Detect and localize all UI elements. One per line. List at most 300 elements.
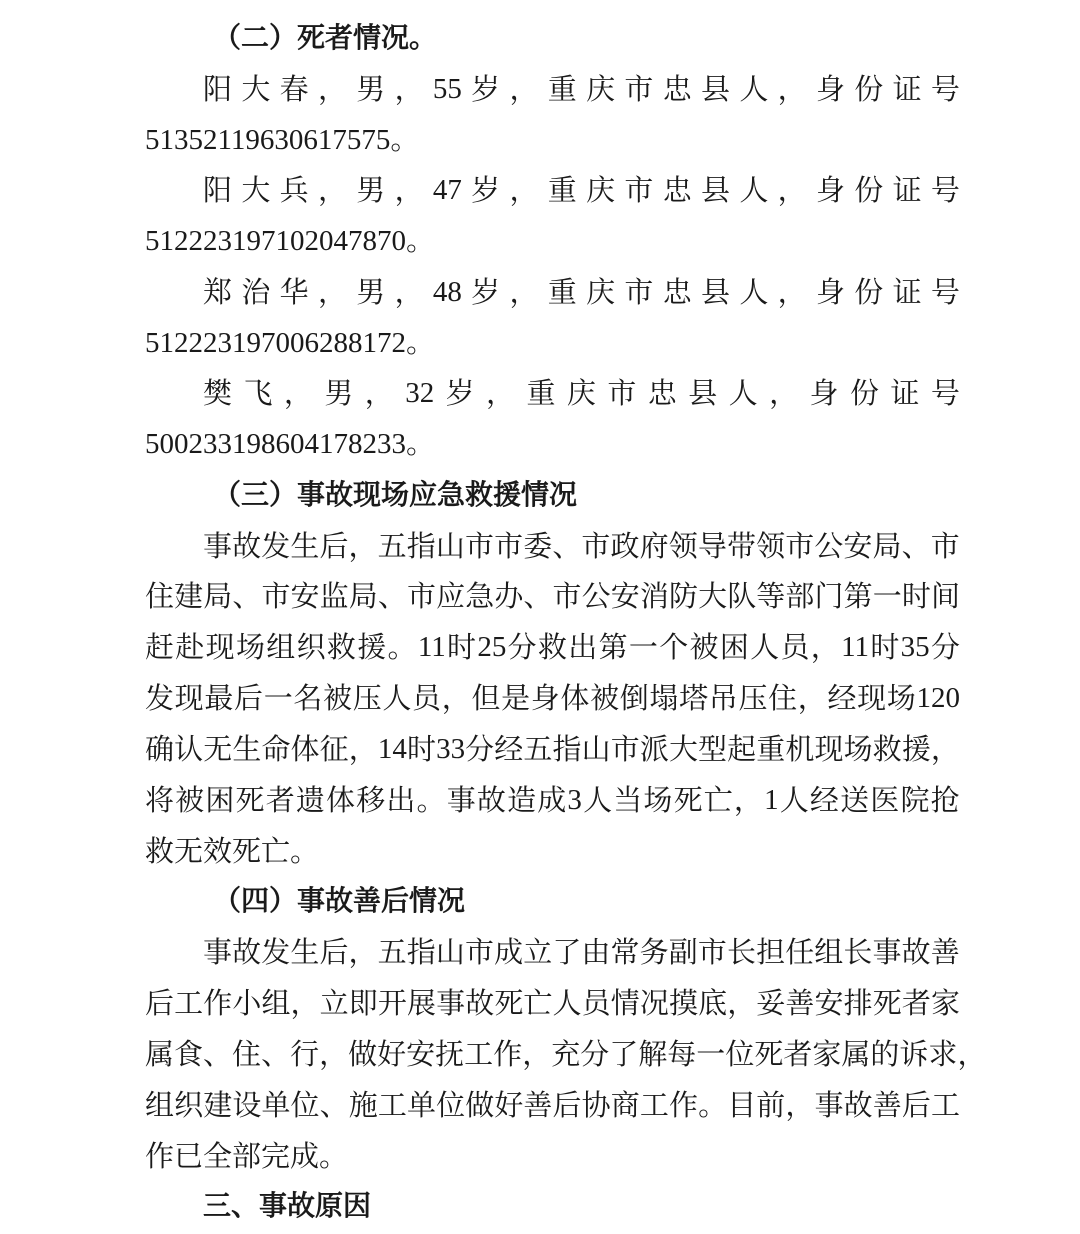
text-token: 后 xyxy=(145,986,175,1020)
text-token: 立 xyxy=(523,935,553,969)
text-token: 带 xyxy=(726,529,756,563)
text-token: 建 xyxy=(174,579,204,613)
text-token: ， xyxy=(769,376,799,410)
text-token: 时 xyxy=(870,630,900,664)
text-token: 者 xyxy=(783,1037,813,1071)
text-token: 长 xyxy=(843,935,873,969)
text-token: 14 xyxy=(377,733,407,765)
text-token: 五 xyxy=(523,732,553,766)
text-token: 、 xyxy=(377,579,407,613)
text-token: 故 xyxy=(232,935,262,969)
text-token: ， xyxy=(283,376,313,410)
text-token: 压 xyxy=(352,681,382,715)
text-token: 工 xyxy=(377,1088,407,1122)
text-token: 前 xyxy=(756,1088,786,1122)
text-token: 证 xyxy=(892,72,922,106)
text-token: 送 xyxy=(840,783,870,817)
text-token: 市 xyxy=(697,935,727,969)
text-token: 生 xyxy=(290,935,320,969)
text-token: 等 xyxy=(756,579,786,613)
text-token: 场 xyxy=(643,783,673,817)
text-token: 、 xyxy=(261,1037,291,1071)
text-token: 后 xyxy=(234,681,264,715)
text-token: 组 xyxy=(266,630,296,664)
text-token: 庆 xyxy=(586,173,616,207)
text-token: 家 xyxy=(812,1037,842,1071)
text-token: 事 xyxy=(436,986,466,1020)
text-token: 一 xyxy=(872,579,902,613)
text-token: 男 xyxy=(356,275,386,309)
text-token: 份 xyxy=(849,376,879,410)
text-token: 山 xyxy=(581,732,611,766)
text-token: 号 xyxy=(930,376,960,410)
text-token: 被 xyxy=(689,630,719,664)
text-token: 32 xyxy=(405,377,435,409)
text-token: 阳 xyxy=(203,72,233,106)
text-token: 认 xyxy=(174,732,204,766)
text-token: 市 xyxy=(624,72,654,106)
text-token: 市 xyxy=(624,275,654,309)
text-token: 员 xyxy=(780,630,810,664)
rescue-paragraph-line xyxy=(203,526,960,566)
text-token: 办 xyxy=(494,579,524,613)
chapter-heading-cause: 三、事故原因 xyxy=(203,1189,372,1222)
text-token: ， xyxy=(394,275,424,309)
text-token: 遗 xyxy=(295,783,325,817)
text-token: 援 xyxy=(357,630,387,664)
text-token: 一 xyxy=(263,681,293,715)
text-token: 亡 xyxy=(703,783,733,817)
text-token: 忠 xyxy=(647,376,677,410)
deceased-3-info-line xyxy=(203,272,960,312)
text-token: 导 xyxy=(697,529,727,563)
text-token: 事 xyxy=(814,1088,844,1122)
text-token: 家 xyxy=(930,986,960,1020)
text-token: 但 xyxy=(471,681,501,715)
text-token: 属 xyxy=(841,1037,871,1071)
text-token: 赴 xyxy=(175,630,205,664)
text-token: 死 xyxy=(235,783,265,817)
text-token: 身 xyxy=(815,275,845,309)
text-token: 五 xyxy=(377,935,407,969)
text-token: 县 xyxy=(701,72,731,106)
text-token: 属 xyxy=(145,1037,175,1071)
text-token: 局 xyxy=(348,579,378,613)
text-token: 飞 xyxy=(243,376,273,410)
text-token: 政 xyxy=(610,529,640,563)
text-token: 48 xyxy=(432,276,462,308)
rescue-paragraph-line xyxy=(145,576,960,616)
text-token: 忠 xyxy=(662,173,692,207)
text-token: 身 xyxy=(815,72,845,106)
section-heading-deceased: （二）死者情况。 xyxy=(213,21,438,54)
text-token: 善 xyxy=(930,935,960,969)
rescue-paragraph-line: 救无效死亡。 xyxy=(145,834,320,868)
text-token: 善 xyxy=(523,1088,553,1122)
text-token: 的 xyxy=(870,1037,900,1071)
text-token: 开 xyxy=(377,986,407,1020)
text-token: ， xyxy=(394,72,424,106)
text-token: ， xyxy=(364,376,394,410)
text-token: 时 xyxy=(901,579,931,613)
text-token: 了 xyxy=(552,935,582,969)
text-token: 者 xyxy=(901,986,931,1020)
text-token: ， xyxy=(317,72,347,106)
text-token: 忠 xyxy=(662,275,692,309)
text-token: 市 xyxy=(406,579,436,613)
text-token: 好 xyxy=(377,1037,407,1071)
text-token: 员 xyxy=(412,681,442,715)
text-token: 11 xyxy=(841,631,870,663)
text-token: ， xyxy=(317,173,347,207)
text-token: 生 xyxy=(290,529,320,563)
text-token: 体 xyxy=(560,681,590,715)
text-token: 型 xyxy=(698,732,728,766)
text-token: ， xyxy=(348,935,378,969)
text-token: ， xyxy=(733,783,763,817)
text-token: 生 xyxy=(232,732,262,766)
text-token: ， xyxy=(797,681,827,715)
text-token: 确 xyxy=(145,732,175,766)
text-token: 应 xyxy=(436,579,466,613)
text-token: 食 xyxy=(174,1037,204,1071)
text-token: 困 xyxy=(205,783,235,817)
text-token: 现 xyxy=(857,681,887,715)
text-token: 。 xyxy=(387,630,417,664)
deceased-1-id-number: 51352119630617575。 xyxy=(145,124,420,156)
text-token: 妥 xyxy=(756,986,786,1020)
text-token: 安 xyxy=(610,579,640,613)
text-token: 被 xyxy=(590,681,620,715)
text-token: 县 xyxy=(701,173,731,207)
text-token: 郑 xyxy=(203,275,233,309)
text-token: 救 xyxy=(326,630,356,664)
section-heading-aftermath: （四）事故善后情况 xyxy=(213,884,466,917)
text-token: 住 xyxy=(768,681,798,715)
text-token: 常 xyxy=(610,935,640,969)
text-token: 工 xyxy=(464,1037,494,1071)
text-token: 住 xyxy=(232,1037,262,1071)
text-token: 岁 xyxy=(471,173,501,207)
text-token: 目 xyxy=(727,1088,757,1122)
text-token: 33 xyxy=(436,733,466,765)
text-token: 分 xyxy=(507,630,537,664)
text-token: 员 xyxy=(581,986,611,1020)
text-token: 后 xyxy=(319,529,349,563)
text-token: 号 xyxy=(930,72,960,106)
text-token: 领 xyxy=(668,529,698,563)
text-token: 充 xyxy=(551,1037,581,1071)
text-token: 大 xyxy=(698,579,728,613)
text-token: 诉 xyxy=(899,1037,929,1071)
text-token: 间 xyxy=(930,579,960,613)
text-token: 求 xyxy=(928,1037,958,1071)
text-token: 征 xyxy=(319,732,349,766)
text-token: 善 xyxy=(872,1088,902,1122)
text-token: 一 xyxy=(696,1037,726,1071)
deceased-1-info-line xyxy=(203,69,960,109)
text-token: 任 xyxy=(785,935,815,969)
text-token: 份 xyxy=(854,173,884,207)
text-token: ， xyxy=(290,986,320,1020)
text-token: 市 xyxy=(785,529,815,563)
text-token: 名 xyxy=(293,681,323,715)
text-token: 援 xyxy=(901,732,931,766)
text-token: 安 xyxy=(843,529,873,563)
text-token: 出 xyxy=(386,783,416,817)
deceased-2-info-line xyxy=(203,170,960,210)
text-token: 号 xyxy=(930,173,960,207)
rescue-paragraph-line xyxy=(145,627,960,667)
text-token: 男 xyxy=(324,376,354,410)
text-token: 倒 xyxy=(619,681,649,715)
text-token: 身 xyxy=(815,173,845,207)
text-token: 组 xyxy=(145,1088,175,1122)
text-token: 死 xyxy=(673,783,703,817)
text-token: 、 xyxy=(552,529,582,563)
text-token: 重 xyxy=(526,376,556,410)
text-token: 抚 xyxy=(435,1037,465,1071)
text-token: 身 xyxy=(530,681,560,715)
text-token: 作 xyxy=(668,1088,698,1122)
text-token: 位 xyxy=(290,1088,320,1122)
rescue-paragraph-line xyxy=(145,678,960,718)
text-token: 作 xyxy=(493,1037,523,1071)
text-token: 3 xyxy=(567,784,582,816)
text-token: 场 xyxy=(843,732,873,766)
text-token: 底 xyxy=(698,986,728,1020)
text-token: 将 xyxy=(145,783,175,817)
text-token: 防 xyxy=(668,579,698,613)
text-token: ， xyxy=(522,1037,552,1071)
aftermath-paragraph-line xyxy=(145,1034,987,1074)
text-token: ， xyxy=(394,173,424,207)
aftermath-paragraph-line: 作已全部完成。 xyxy=(145,1139,349,1173)
text-token: 市 xyxy=(610,732,640,766)
text-token: ， xyxy=(509,72,539,106)
deceased-2-id-number: 512223197102047870。 xyxy=(145,225,436,257)
text-token: 后 xyxy=(901,1088,931,1122)
text-token: 长 xyxy=(726,935,756,969)
text-token: 庆 xyxy=(586,275,616,309)
rescue-paragraph-line xyxy=(145,780,960,820)
text-token: 急 xyxy=(465,579,495,613)
text-token: 120 xyxy=(916,682,960,714)
text-token: 故 xyxy=(232,529,262,563)
text-token: 位 xyxy=(436,1088,466,1122)
text-token: 经 xyxy=(494,732,524,766)
text-token: 人 xyxy=(739,173,769,207)
text-token: 、 xyxy=(523,579,553,613)
text-token: 故 xyxy=(843,1088,873,1122)
text-token: 证 xyxy=(890,376,920,410)
text-token: 设 xyxy=(232,1088,262,1122)
aftermath-paragraph-line xyxy=(145,983,960,1023)
text-token: 人 xyxy=(739,275,769,309)
text-token: 摸 xyxy=(668,986,698,1020)
aftermath-paragraph-line xyxy=(145,1085,960,1125)
text-token: 人 xyxy=(552,986,582,1020)
text-token: 华 xyxy=(279,275,309,309)
text-token: 做 xyxy=(465,1088,495,1122)
text-token: 经 xyxy=(827,681,857,715)
text-token: 山 xyxy=(435,935,465,969)
text-token: 人 xyxy=(739,72,769,106)
text-token: 了 xyxy=(609,1037,639,1071)
text-token: 阳 xyxy=(203,173,233,207)
text-token: 工 xyxy=(639,1088,669,1122)
text-token: 塔 xyxy=(679,681,709,715)
text-token: 消 xyxy=(639,579,669,613)
text-token: 位 xyxy=(725,1037,755,1071)
text-token: 。 xyxy=(698,1088,728,1122)
text-token: 大 xyxy=(241,72,271,106)
text-token: 35 xyxy=(900,631,930,663)
text-token: 被 xyxy=(175,783,205,817)
text-token: 工 xyxy=(930,1088,960,1122)
text-token: 安 xyxy=(290,579,320,613)
text-token: 市 xyxy=(552,579,582,613)
text-token: 安 xyxy=(814,986,844,1020)
text-token: 人 xyxy=(382,681,412,715)
text-token: 、 xyxy=(319,1088,349,1122)
text-token: ， xyxy=(777,72,807,106)
text-token: 后 xyxy=(552,1088,582,1122)
text-token: ， xyxy=(777,275,807,309)
text-token: 派 xyxy=(639,732,669,766)
text-token: 男 xyxy=(356,72,386,106)
text-token: 个 xyxy=(659,630,689,664)
text-token: 市 xyxy=(261,579,291,613)
text-token: 25 xyxy=(477,631,507,663)
text-token: 命 xyxy=(261,732,291,766)
text-token: 庆 xyxy=(586,72,616,106)
text-token: 。 xyxy=(416,783,446,817)
text-token: 故 xyxy=(465,986,495,1020)
text-token: 局 xyxy=(872,529,902,563)
text-token: 春 xyxy=(279,72,309,106)
text-token: 指 xyxy=(406,935,436,969)
text-token: ， xyxy=(957,1037,987,1071)
text-token: 府 xyxy=(639,529,669,563)
text-token: 重 xyxy=(547,275,577,309)
text-token: 由 xyxy=(581,935,611,969)
text-token: 死 xyxy=(494,986,524,1020)
text-token: ， xyxy=(509,275,539,309)
text-token: 无 xyxy=(203,732,233,766)
text-token: 身 xyxy=(809,376,839,410)
text-token: 小 xyxy=(232,986,262,1020)
text-token: 行 xyxy=(290,1037,320,1071)
text-token: 组 xyxy=(261,986,291,1020)
text-token: 事 xyxy=(203,529,233,563)
text-token: 、 xyxy=(203,1037,233,1071)
text-token: 院 xyxy=(900,783,930,817)
text-token: 被 xyxy=(323,681,353,715)
text-token: 指 xyxy=(552,732,582,766)
text-token: 作 xyxy=(203,986,233,1020)
text-token: 亡 xyxy=(523,986,553,1020)
text-token: 岁 xyxy=(445,376,475,410)
text-token: 况 xyxy=(639,986,669,1020)
text-token: 市 xyxy=(581,529,611,563)
deceased-4-info-line xyxy=(203,373,960,413)
text-token: 造 xyxy=(507,783,537,817)
text-token: 医 xyxy=(870,783,900,817)
text-token: 体 xyxy=(326,783,356,817)
text-token: 委 xyxy=(523,529,553,563)
text-token: 死 xyxy=(754,1037,784,1071)
text-token: 五 xyxy=(377,529,407,563)
text-token: 市 xyxy=(464,529,494,563)
text-token: 市 xyxy=(494,529,524,563)
text-token: 庆 xyxy=(566,376,596,410)
text-token: ， xyxy=(348,529,378,563)
text-token: 第 xyxy=(843,579,873,613)
text-token: 组 xyxy=(814,935,844,969)
text-token: 建 xyxy=(203,1088,233,1122)
text-token: 现 xyxy=(174,681,204,715)
text-token: 发 xyxy=(145,681,175,715)
text-token: 救 xyxy=(872,732,902,766)
text-token: 治 xyxy=(241,275,271,309)
text-token: 塌 xyxy=(649,681,679,715)
text-token: 人 xyxy=(728,376,758,410)
text-token: 做 xyxy=(348,1037,378,1071)
text-token: 吊 xyxy=(708,681,738,715)
text-token: 后 xyxy=(319,935,349,969)
text-token: ， xyxy=(777,173,807,207)
text-token: 出 xyxy=(568,630,598,664)
text-token: 11 xyxy=(417,631,446,663)
text-token: 抢 xyxy=(930,783,960,817)
text-token: 成 xyxy=(494,935,524,969)
text-token: 现 xyxy=(814,732,844,766)
text-token: 织 xyxy=(174,1088,204,1122)
text-token: 困 xyxy=(719,630,749,664)
text-token: 成 xyxy=(537,783,567,817)
text-token: 人 xyxy=(750,630,780,664)
text-token: 第 xyxy=(598,630,628,664)
text-token: 事 xyxy=(446,783,476,817)
text-token: 展 xyxy=(406,986,436,1020)
text-token: 证 xyxy=(892,275,922,309)
text-token: 经 xyxy=(809,783,839,817)
text-token: 场 xyxy=(886,681,916,715)
text-token: 死 xyxy=(872,986,902,1020)
text-token: 分 xyxy=(580,1037,610,1071)
text-token: 故 xyxy=(901,935,931,969)
deceased-3-id-number: 512223197006288172。 xyxy=(145,327,436,359)
text-token: 男 xyxy=(356,173,386,207)
text-token: 机 xyxy=(785,732,815,766)
text-token: 份 xyxy=(854,275,884,309)
text-token: 证 xyxy=(892,173,922,207)
text-token: 事 xyxy=(203,935,233,969)
text-token: 即 xyxy=(348,986,378,1020)
text-token: 压 xyxy=(738,681,768,715)
text-token: 大 xyxy=(668,732,698,766)
text-token: 事 xyxy=(872,935,902,969)
text-token: ， xyxy=(930,732,960,766)
text-token: 分 xyxy=(465,732,495,766)
text-token: 发 xyxy=(261,935,291,969)
text-token: 故 xyxy=(476,783,506,817)
text-token: 立 xyxy=(319,986,349,1020)
text-token: 协 xyxy=(581,1088,611,1122)
text-token: 商 xyxy=(610,1088,640,1122)
text-token: 场 xyxy=(235,630,265,664)
